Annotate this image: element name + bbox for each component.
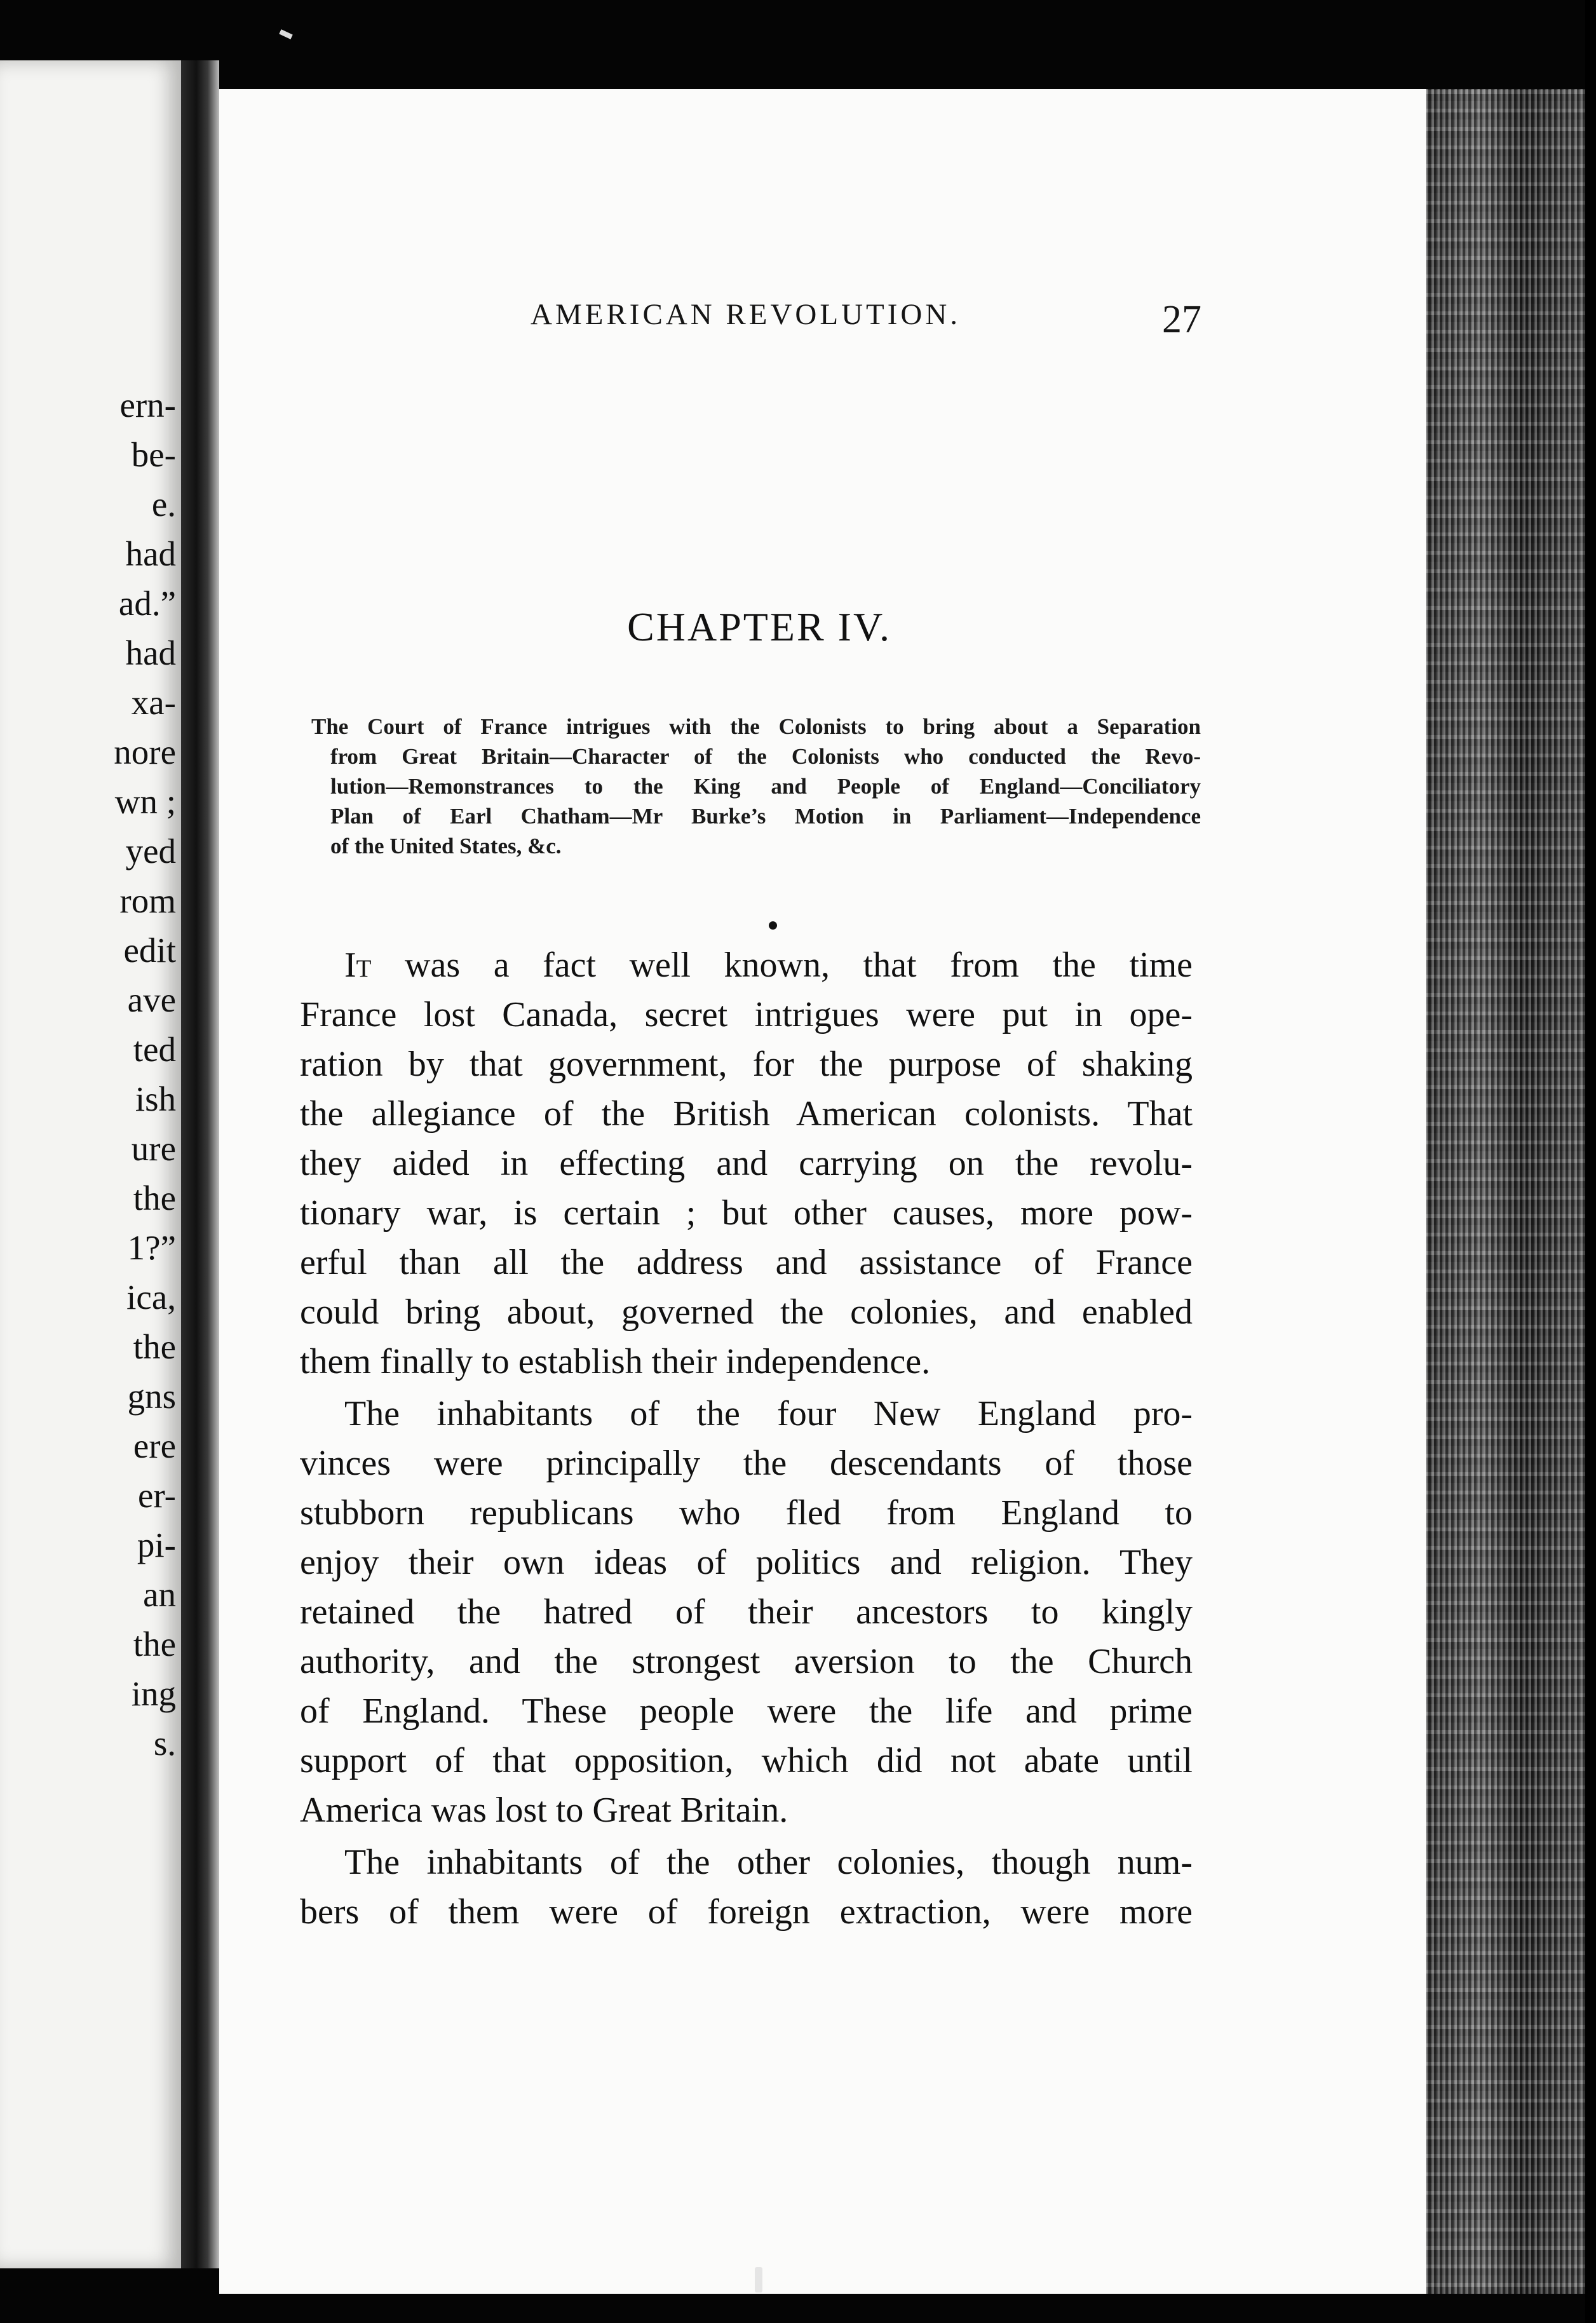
page-block-edge <box>1426 89 1585 2294</box>
text-line: them finally to establish their independence. <box>300 1342 931 1381</box>
left-page-fragment: the <box>133 1625 176 1663</box>
summary-line: of the United States, &c. <box>330 834 562 858</box>
text-line <box>300 940 1193 990</box>
left-page-fragment: ing <box>131 1674 176 1713</box>
left-page-fragment: ave <box>127 980 176 1019</box>
left-page-fragment: ad.” <box>118 584 176 623</box>
paragraph <box>300 940 1193 1386</box>
ornament-dot <box>769 921 777 930</box>
left-page-fragment: xa- <box>131 683 176 722</box>
left-page-fragment: 1?” <box>127 1228 176 1267</box>
left-page-fragment: wn ; <box>114 782 176 821</box>
summary-line: The Court of France intrigues with the Colonists to bring about a Separation <box>311 714 1201 739</box>
left-page-fragment: ere <box>133 1426 176 1465</box>
summary-line: from Great Britain—Character of the Colonists who conducted the Revo- <box>330 744 1201 769</box>
paragraph <box>300 1389 1193 1835</box>
text-line: America was lost to Great Britain. <box>300 1791 788 1830</box>
text-line: The inhabitants of the other colonies, though num- <box>344 1843 1193 1882</box>
chapter-body <box>300 940 1193 1939</box>
text-line: tionary war, is certain ; but other causes, more pow- <box>300 1193 1193 1233</box>
text-line: authority, and the strongest aversion to the Church <box>300 1642 1193 1681</box>
left-page-fragment: er- <box>138 1476 176 1515</box>
text-line-rest: was a fact well known, that from the time <box>371 945 1193 985</box>
opening-word: It <box>344 945 372 985</box>
text-line: retained the hatred of their ancestors to kingly <box>300 1592 1193 1632</box>
left-page-fragment: edit <box>123 931 176 970</box>
chapter-title: CHAPTER IV. <box>627 604 891 649</box>
text-line: erful than all the address and assistance of France <box>300 1243 1193 1282</box>
text-line: France lost Canada, secret intrigues were put in ope- <box>300 995 1193 1034</box>
left-page-fragment: s. <box>153 1724 176 1763</box>
left-page-fragment: e. <box>151 485 176 524</box>
scan-border <box>1585 0 1596 2323</box>
book-gutter <box>181 60 219 2268</box>
text-line: vinces were principally the descendants of those <box>300 1444 1193 1483</box>
page-number: 27 <box>1162 298 1201 341</box>
text-line: bers of them were of foreign extraction, were more <box>300 1892 1193 1932</box>
left-page-fragment: be- <box>131 435 176 474</box>
running-head: AMERICAN REVOLUTION. <box>531 298 961 331</box>
left-page-fragment: ica, <box>126 1278 176 1317</box>
left-page-fragment: ish <box>135 1080 176 1118</box>
text-line: stubborn republicans who fled from England to <box>300 1493 1193 1533</box>
left-page-fragment: ern- <box>119 386 176 424</box>
chapter-summary <box>311 712 1201 861</box>
left-facing-page <box>0 60 181 2268</box>
text-line: could bring about, governed the colonies, and enabled <box>300 1292 1193 1332</box>
left-page-fragment: had <box>125 534 176 573</box>
left-page-fragment: gns <box>127 1377 176 1416</box>
left-page-fragment: nore <box>114 733 176 771</box>
left-page-fragment: ted <box>133 1030 176 1069</box>
text-line: the allegiance of the British American colonists. That <box>300 1094 1193 1134</box>
left-page-fragment: pi- <box>137 1526 176 1564</box>
left-page-fragment: ure <box>131 1129 176 1168</box>
left-page-fragment: had <box>125 633 176 672</box>
left-page-fragment: the <box>133 1327 176 1366</box>
paragraph <box>300 1838 1193 1937</box>
left-page-fragment: an <box>143 1575 176 1614</box>
text-line: enjoy their own ideas of politics and religion. They <box>300 1543 1193 1582</box>
summary-line: Plan of Earl Chatham—Mr Burke’s Motion in Parliament—Independence <box>330 804 1201 829</box>
left-page-fragment: rom <box>119 881 176 920</box>
left-page-fragment: yed <box>125 832 176 870</box>
text-line: The inhabitants of the four New England pro- <box>344 1394 1193 1433</box>
text-line: of England. These people were the life and prime <box>300 1691 1193 1731</box>
text-line: ration by that government, for the purpose of shaking <box>300 1045 1193 1084</box>
text-line: they aided in effecting and carrying on the revolu- <box>300 1144 1193 1183</box>
summary-line: lution—Remonstrances to the King and People of England—Conciliatory <box>330 774 1201 799</box>
scan-speck <box>279 29 293 39</box>
text-line: support of that opposition, which did not abate until <box>300 1741 1193 1780</box>
scan-speck <box>755 2267 762 2293</box>
left-page-fragment: the <box>133 1179 176 1217</box>
